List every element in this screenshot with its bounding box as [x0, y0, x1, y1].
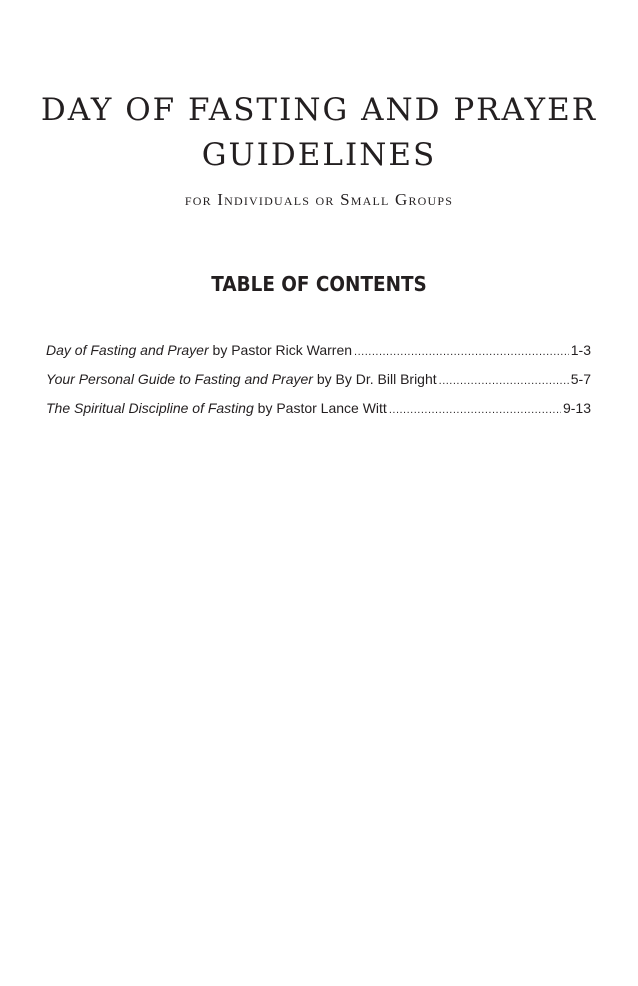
toc-entry-title: Your Personal Guide to Fasting and Prayer [46, 371, 313, 387]
toc-entry-text [46, 369, 437, 389]
toc-dot-leader [439, 371, 569, 391]
toc-entry-text [46, 398, 387, 418]
toc-dot-leader [354, 342, 569, 362]
document-title-line-1: DAY OF FASTING AND PRAYER [40, 92, 598, 128]
table-of-contents [46, 340, 591, 427]
toc-heading: TABLE OF CONTENTS [211, 272, 427, 296]
document-title [0, 88, 638, 178]
toc-entry-title: Day of Fasting and Prayer [46, 342, 209, 358]
toc-entry-pages: 5-7 [570, 371, 591, 387]
document-title-line-2: GUIDELINES [201, 137, 437, 173]
toc-entry-title: The Spiritual Discipline of Fasting [46, 400, 254, 416]
toc-entry-pages: 1-3 [570, 342, 591, 358]
document-subtitle: for Individuals or Small Groups [184, 190, 454, 209]
toc-entry [46, 369, 591, 389]
toc-entry-author: by Pastor Rick Warren [208, 342, 353, 358]
toc-entry [46, 340, 591, 360]
toc-dot-leader [389, 400, 561, 420]
toc-entry [46, 398, 591, 418]
toc-entry-text [46, 340, 352, 360]
toc-entry-author: by By Dr. Bill Bright [312, 371, 437, 387]
toc-entry-author: by Pastor Lance Witt [253, 400, 387, 416]
toc-entry-pages: 9-13 [562, 400, 591, 416]
